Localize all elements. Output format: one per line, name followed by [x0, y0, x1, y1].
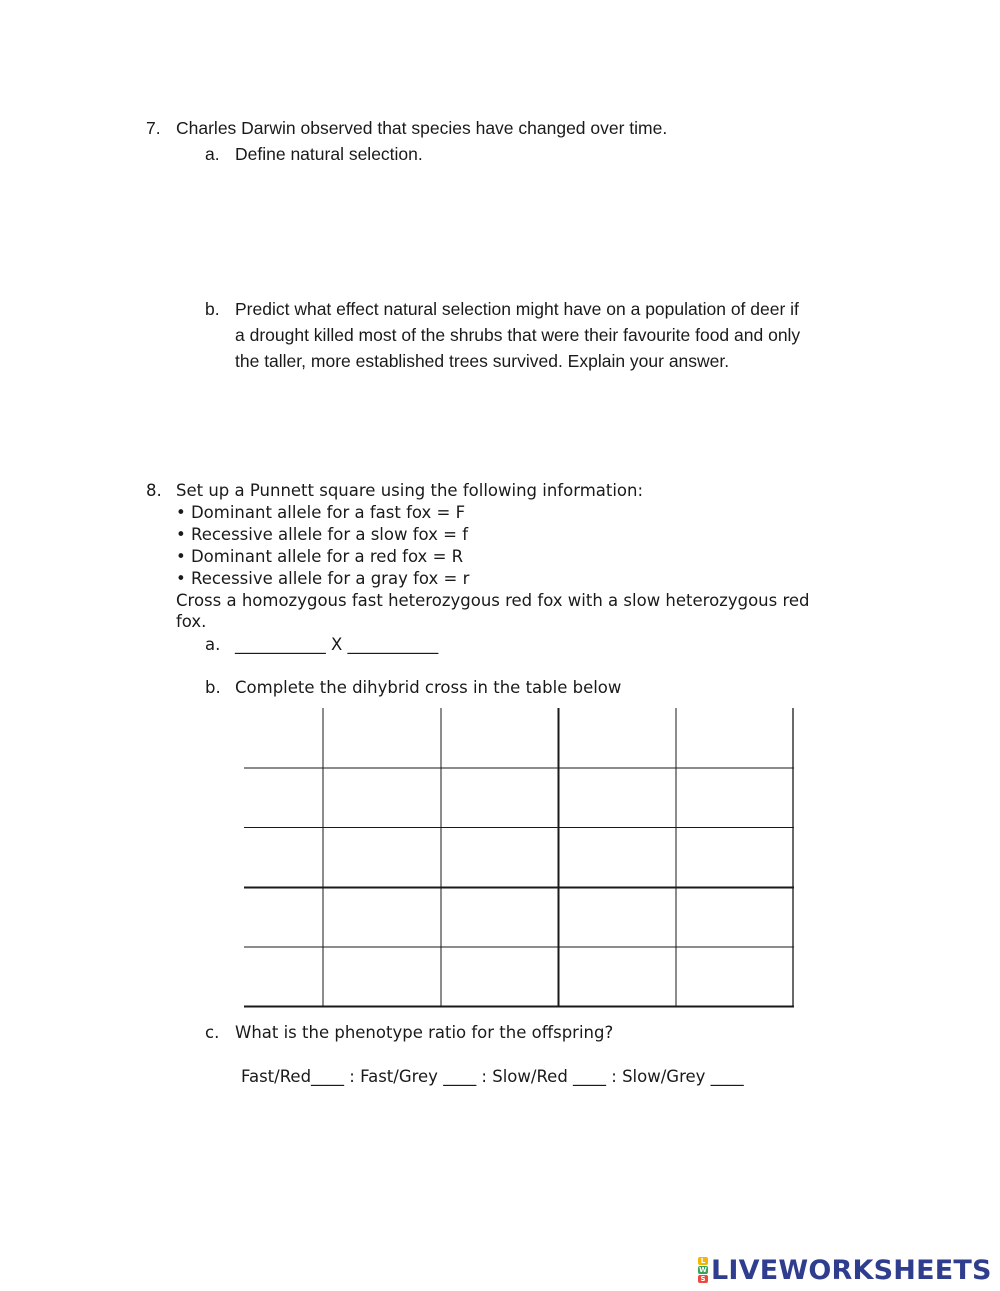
logo-block-w: W — [699, 1266, 707, 1274]
cross-instruction-line-2: fox. — [176, 612, 207, 631]
question-7b-line-1: Predict what effect natural selection might have on a population of deer if — [235, 299, 799, 319]
question-7b-label: b. — [205, 299, 220, 319]
question-8-intro: Set up a Punnett square using the following information: — [176, 481, 644, 500]
question-8c-text: What is the phenotype ratio for the offspring? — [235, 1023, 614, 1042]
question-7a-label: a. — [205, 144, 220, 164]
logo-icon — [698, 1257, 708, 1283]
bullet-recessive-slow: • Recessive allele for a slow fox = f — [176, 525, 469, 544]
question-8b-label: b. — [205, 678, 221, 697]
punnett-square-grid[interactable] — [244, 708, 796, 1010]
logo-block-l: L — [698, 1257, 708, 1265]
logo-block-s: S — [698, 1275, 708, 1283]
question-8b-text: Complete the dihybrid cross in the table below — [235, 678, 622, 697]
phenotype-ratio-blanks[interactable]: Fast/Red____ : Fast/Grey ____ : Slow/Red ____ : Slow/Grey ____ — [241, 1067, 744, 1086]
liveworksheets-logo — [698, 1253, 992, 1287]
question-7b-line-2: a drought killed most of the shrubs that were their favourite food and only — [235, 325, 801, 345]
cross-instruction-line-1: Cross a homozygous fast heterozygous red fox with a slow heterozygous red — [176, 591, 810, 610]
logo-text: LIVEWORKSHEETS — [711, 1254, 992, 1286]
question-8-number: 8. — [146, 481, 162, 500]
bullet-dominant-fast: • Dominant allele for a fast fox = F — [176, 503, 466, 522]
bullet-recessive-gray: • Recessive allele for a gray fox = r — [176, 569, 470, 588]
question-8a-cross-blanks[interactable]: ___________ X ___________ — [235, 635, 439, 654]
question-7a-text: Define natural selection. — [235, 144, 423, 164]
question-8a-label: a. — [205, 635, 221, 654]
question-8c-label: c. — [205, 1023, 220, 1042]
bullet-dominant-red: • Dominant allele for a red fox = R — [176, 547, 464, 566]
question-7-text: Charles Darwin observed that species have changed over time. — [176, 118, 668, 138]
question-7-number: 7. — [146, 118, 161, 138]
question-7b-line-3: the taller, more established trees survived. Explain your answer. — [235, 351, 730, 371]
